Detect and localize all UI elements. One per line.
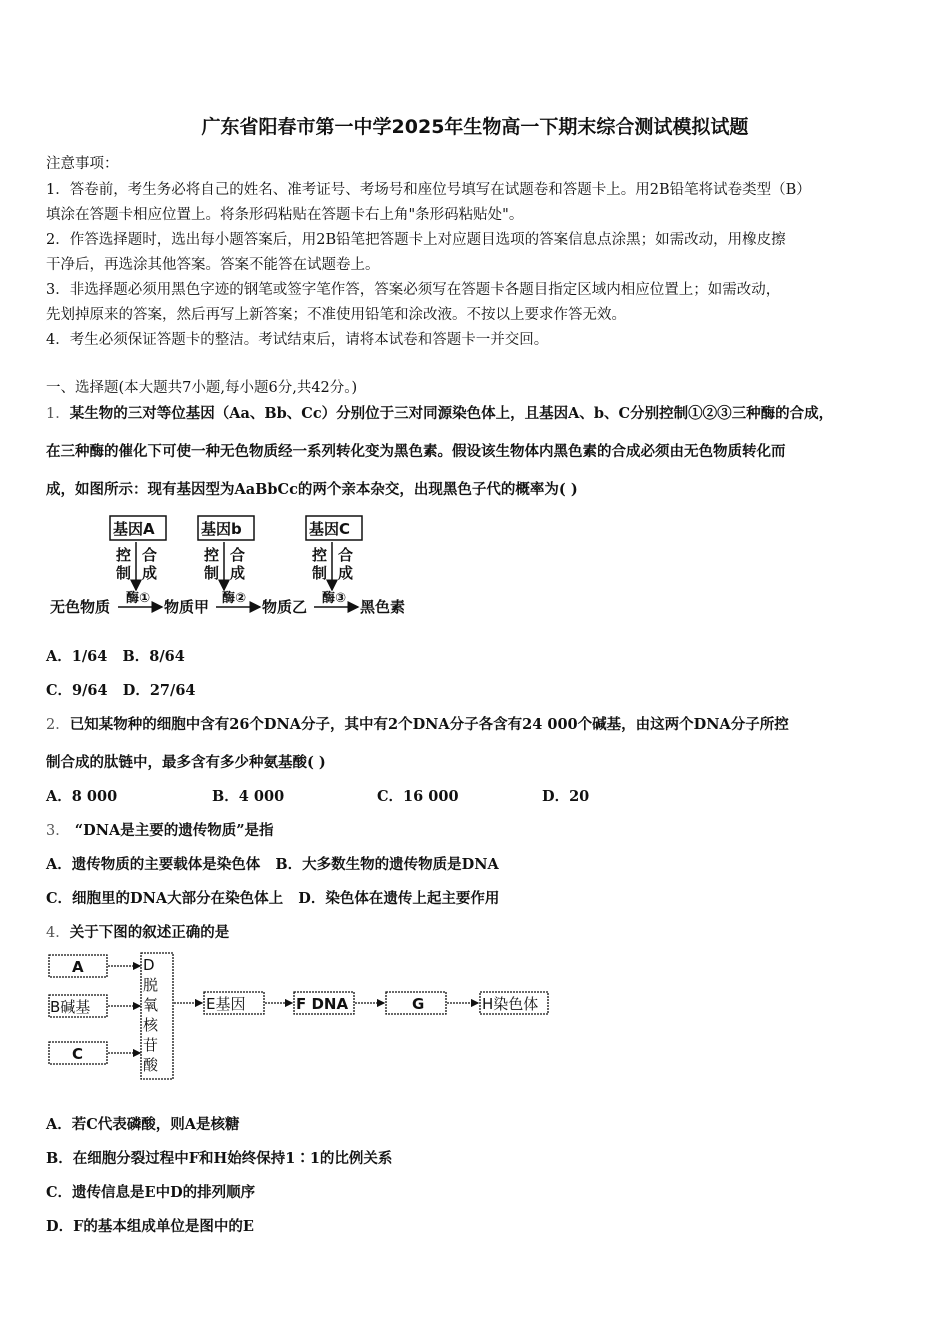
q1-options-row	[46, 679, 196, 700]
option-c[interactable]: C．9/64	[46, 682, 108, 699]
option-b[interactable]: B．大多数生物的遗传物质是DNA	[275, 856, 499, 873]
question-2-line	[46, 713, 789, 734]
synth-label: 合	[230, 546, 246, 564]
synth-label: 合	[142, 546, 158, 564]
substance-label: 黑色素	[360, 598, 406, 616]
option-a[interactable]: A．8 000	[46, 788, 118, 805]
box-a-label: A	[72, 958, 84, 976]
box-d-char: 酸	[143, 1056, 159, 1074]
question-text: 已知某物种的细胞中含有26个DNA分子，其中有2个DNA分子各含有24 000个碱基，由这两个DNA分子所控	[69, 716, 789, 733]
option-b[interactable]: B．4 000	[212, 788, 285, 805]
q3-options-row	[46, 887, 499, 908]
section-heading: 一、选择题(本大题共7小题,每小题6分,共42分。)	[46, 380, 358, 396]
enzyme-label: 酶①	[126, 591, 151, 606]
box-d-char: 脱	[143, 976, 159, 994]
control-label: 控	[204, 546, 220, 564]
notice-line: 3．非选择题必须用黑色字迹的钢笔或签字笔作答，答案必须写在答题卡各题目指定区域内相应位置上；如需改动，	[46, 282, 781, 298]
option-b[interactable]: B．8/64	[122, 648, 185, 665]
notice-line: 填涂在答题卡相应位置上。将条形码粘贴在答题卡右上角"条形码粘贴处"。	[46, 207, 524, 223]
question-number: 2．	[46, 717, 70, 733]
substance-label: 物质甲	[164, 598, 210, 616]
control-label: 控	[312, 546, 328, 564]
option-d[interactable]: D．染色体在遗传上起主要作用	[298, 890, 500, 907]
box-d-char: 核	[143, 1016, 159, 1034]
substance-label: 物质乙	[262, 598, 308, 616]
notice-line: 干净后，再选涂其他答案。答案不能答在试题卷上。	[46, 257, 380, 273]
question-number: 4．	[46, 925, 70, 941]
notice-line: 4．考生必须保证答题卡的整洁。考试结束后，请将本试卷和答题卡一并交回。	[46, 332, 549, 348]
box-e-label: E基因	[206, 995, 246, 1013]
question-number: 3．	[46, 823, 70, 839]
q3-options-row	[46, 853, 499, 874]
question-1-line	[46, 402, 833, 423]
substance-label: 无色物质	[50, 598, 111, 616]
question-1-line: 在三种酶的催化下可使一种无色物质经一系列转化变为黑色素。假设该生物体内黑色素的合成必须由无色物质转化而	[46, 443, 786, 460]
control-label: 制	[312, 564, 328, 582]
box-f-label: F DNA	[296, 995, 349, 1013]
control-label: 制	[116, 564, 132, 582]
option-b[interactable]: B．在细胞分裂过程中F和H始终保持1∶1的比例关系	[46, 1150, 393, 1167]
question-text: “DNA是主要的遗传物质”是指	[69, 822, 274, 839]
gene-a-label: 基因A	[113, 520, 155, 538]
control-label: 控	[116, 546, 132, 564]
box-g-label: G	[412, 995, 425, 1013]
option-c[interactable]: C．16 000	[377, 788, 459, 805]
option-d[interactable]: D．20	[542, 788, 590, 805]
synth-label: 合	[338, 546, 354, 564]
box-c-label: C	[72, 1045, 84, 1063]
box-b-label: B碱基	[50, 998, 91, 1016]
box-d-char: 氧	[143, 996, 159, 1014]
option-d[interactable]: D．27/64	[122, 682, 196, 699]
option-a[interactable]: A．1/64	[46, 648, 108, 665]
question-2-line: 制合成的肽链中，最多含有多少种氨基酸( )	[46, 754, 326, 771]
option-c[interactable]: C．细胞里的DNA大部分在染色体上	[46, 890, 284, 907]
enzyme-label: 酶②	[222, 591, 247, 606]
notice-line: 先划掉原来的答案，然后再写上新答案；不准使用铅笔和涂改液。不按以上要求作答无效。	[46, 307, 626, 323]
box-d-char: D	[143, 956, 155, 974]
option-a[interactable]: A．遗传物质的主要载体是染色体	[46, 856, 261, 873]
gene-c-label: 基因C	[309, 520, 351, 538]
question-text: 关于下图的叙述正确的是	[69, 924, 230, 941]
enzyme-label: 酶③	[322, 591, 347, 606]
question-text: 某生物的三对等位基因（Aa、Bb、Cc）分别位于三对同源染色体上，且基因A、b、C分别控制①②③三种酶的合成，	[69, 405, 834, 422]
synth-label: 成	[230, 564, 246, 582]
control-label: 制	[204, 564, 220, 582]
notice-heading: 注意事项：	[46, 156, 119, 172]
synth-label: 成	[142, 564, 158, 582]
question-number: 1．	[46, 406, 70, 422]
q4-structure-figure	[46, 950, 556, 1082]
box-h-label: H染色体	[482, 995, 539, 1013]
notice-line: 2．作答选择题时，选出每小题答案后，用2B铅笔把答题卡上对应题目选项的答案信息点涂黑；如需改动，用橡皮擦	[46, 232, 786, 248]
question-1-line: 成，如图所示：现有基因型为AaBbCc的两个亲本杂交，出现黑色子代的概率为( )	[46, 481, 578, 498]
q1-pathway-figure	[46, 512, 426, 620]
page-title: 广东省阳春市第一中学2025年生物高一下期末综合测试模拟试题	[201, 116, 749, 138]
option-c[interactable]: C．遗传信息是E中D的排列顺序	[46, 1184, 256, 1201]
option-a[interactable]: A．若C代表磷酸，则A是核糖	[46, 1116, 240, 1133]
box-d-char: 苷	[143, 1036, 159, 1054]
question-3-line	[46, 819, 274, 840]
question-4-line	[46, 921, 229, 942]
gene-b-label: 基因b	[201, 520, 242, 538]
q1-options-row	[46, 645, 185, 666]
synth-label: 成	[338, 564, 354, 582]
notice-line: 1．答卷前，考生务必将自己的姓名、准考证号、考场号和座位号填写在试题卷和答题卡上。用2B铅笔将试卷类型（B）	[46, 182, 811, 198]
option-d[interactable]: D．F的基本组成单位是图中的E	[46, 1218, 254, 1235]
